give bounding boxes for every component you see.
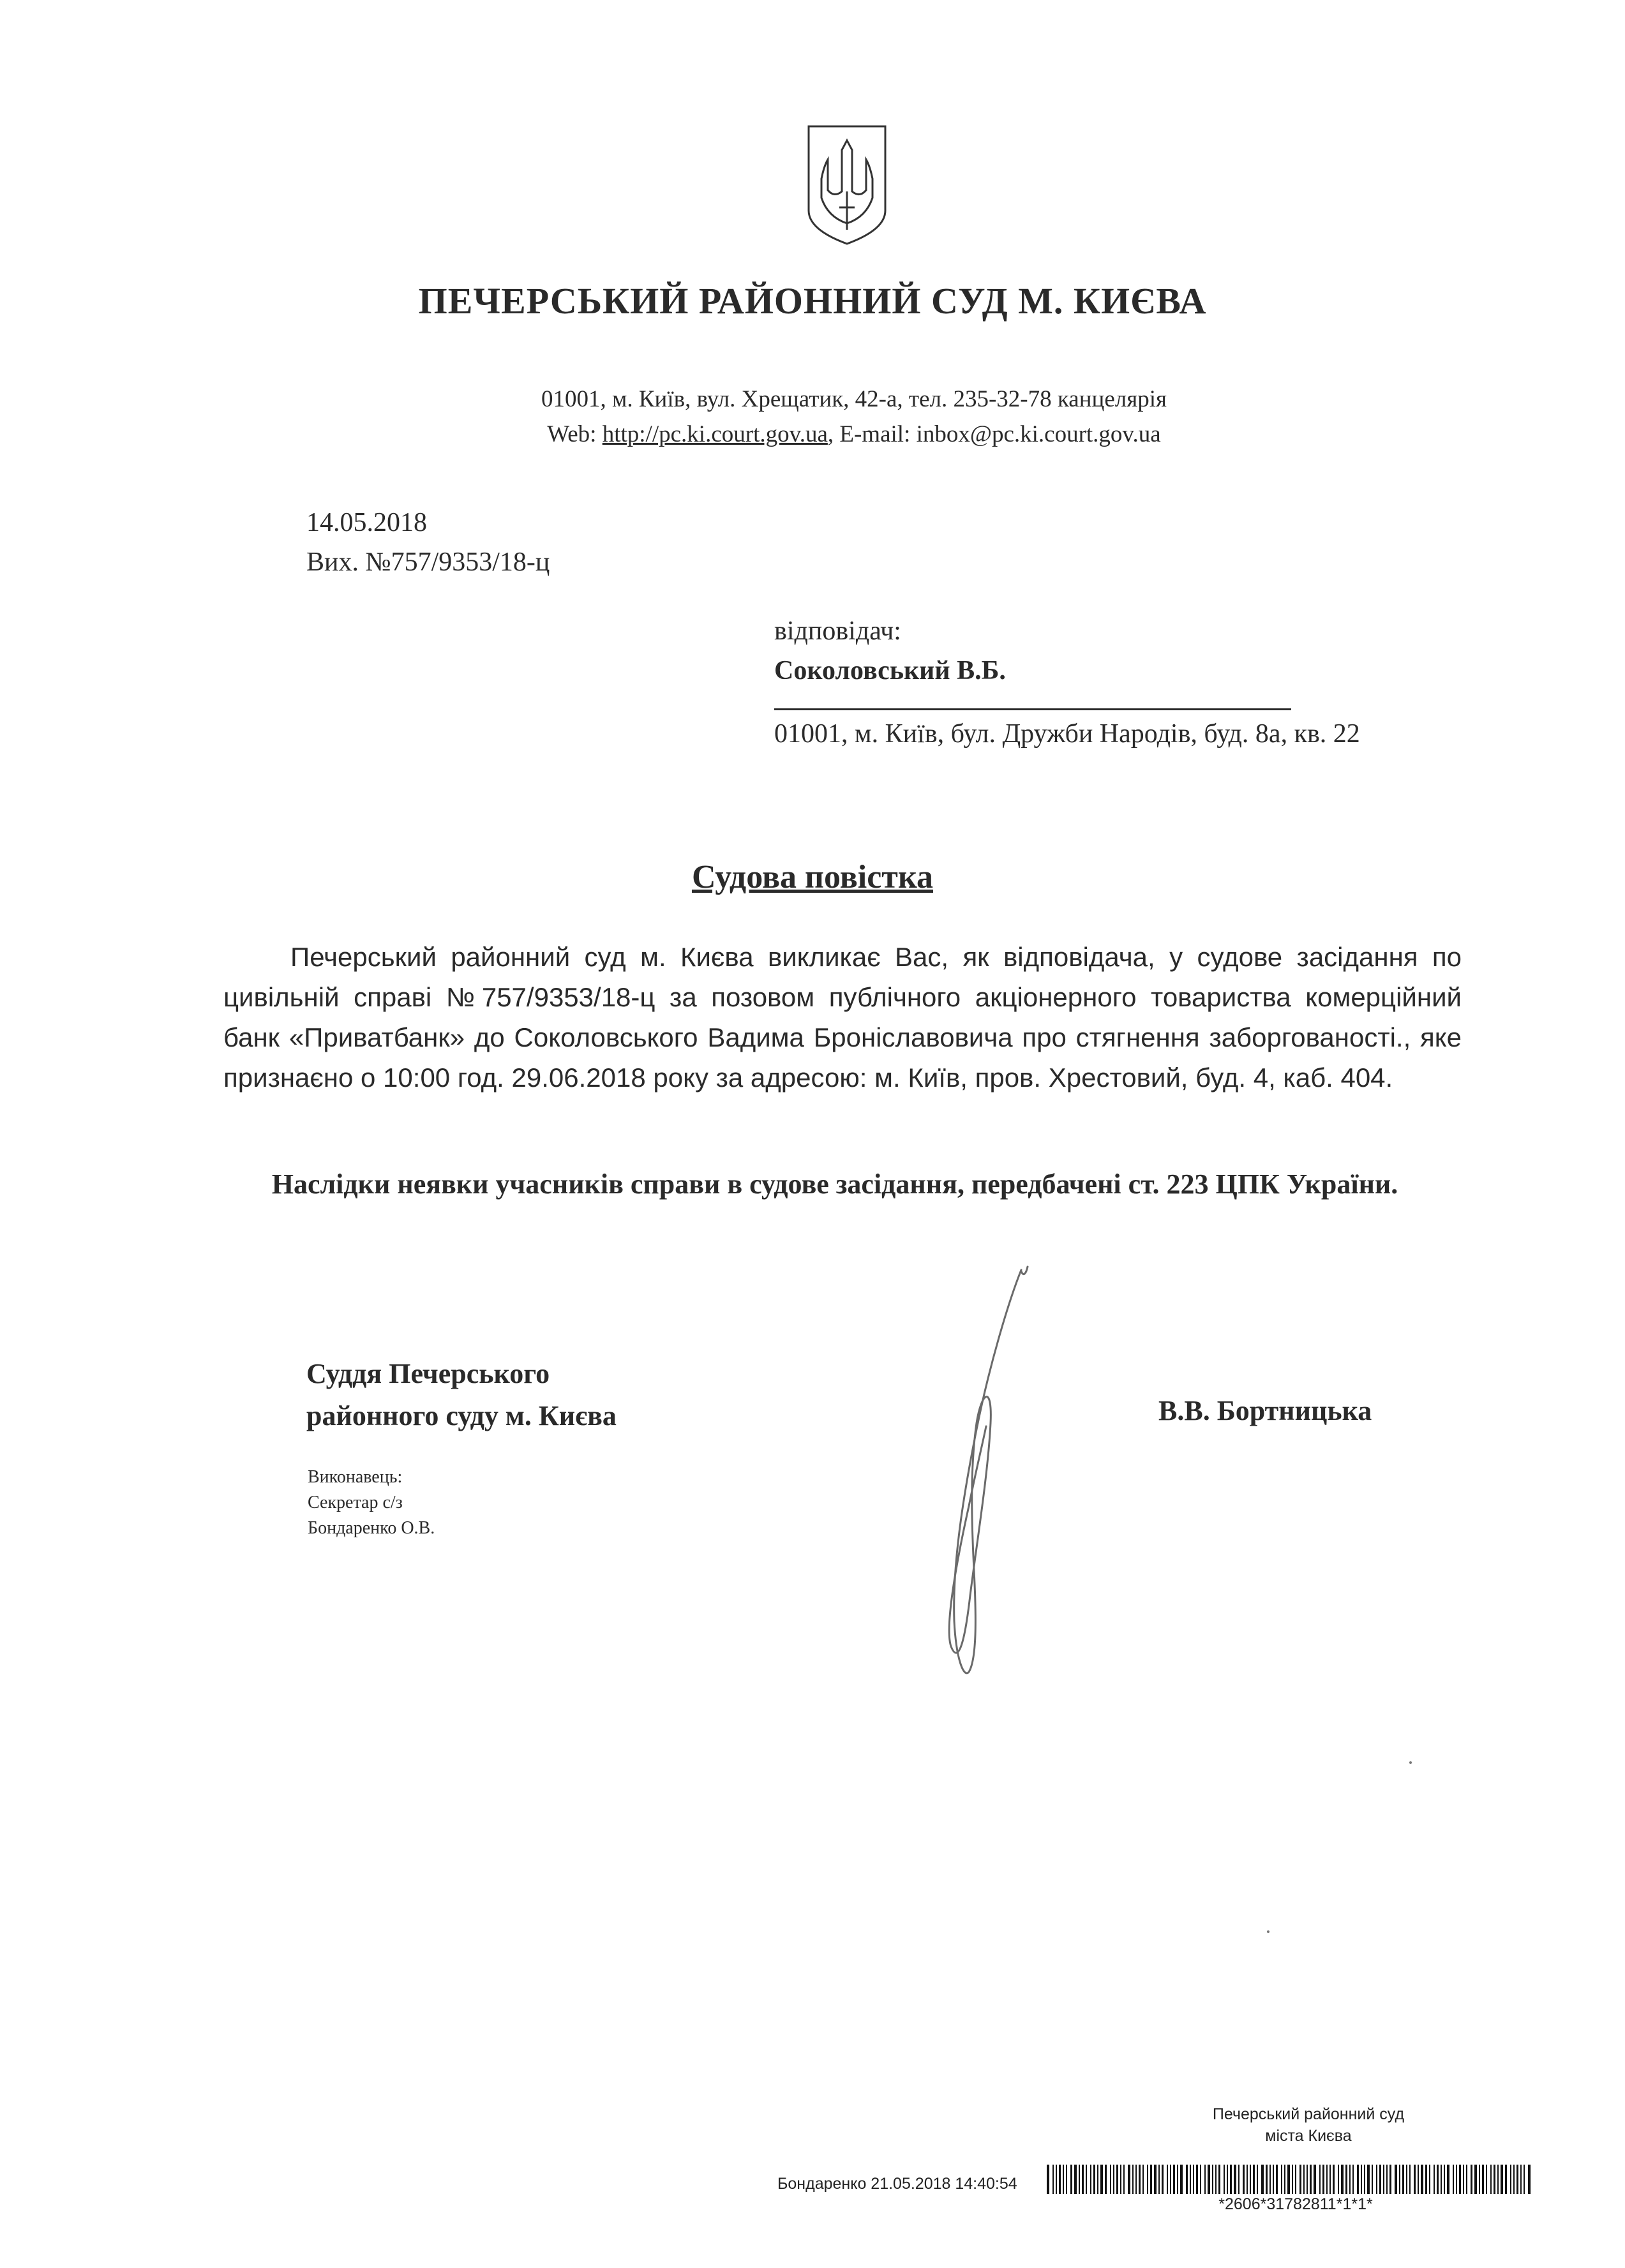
document-title: Судова повістка	[691, 859, 934, 895]
recipient-name: Соколовський В.Б.	[774, 656, 1006, 685]
recipient-block	[774, 611, 1360, 754]
court-website-link[interactable]: http://pc.ki.court.gov.ua	[602, 421, 828, 447]
stamp-court-line2: міста Києва	[1265, 2127, 1352, 2145]
judge-title	[306, 1353, 617, 1437]
judge-title-line2: районного суду м. Києва	[306, 1400, 617, 1431]
outgoing-info	[306, 503, 550, 582]
recipient-role: відповідач:	[774, 616, 901, 646]
executor-block	[308, 1465, 435, 1541]
executor-name: Бондаренко О.В.	[308, 1518, 435, 1538]
outgoing-number: Вих. №757/9353/18-ц	[306, 548, 550, 577]
recipient-divider	[774, 708, 1291, 710]
scan-speck	[1409, 1761, 1412, 1764]
executor-label: Виконавець:	[308, 1467, 403, 1487]
registration-stamp-court	[1149, 2103, 1468, 2147]
web-label: Web:	[547, 421, 603, 447]
barcode-code: *2606*31782811*1*1*	[1218, 2195, 1373, 2213]
outgoing-date: 14.05.2018	[306, 508, 427, 537]
registration-stamp-text: Бондаренко 21.05.2018 14:40:54	[777, 2175, 1017, 2193]
judge-title-line1: Суддя Печерського	[306, 1358, 550, 1389]
court-contacts	[0, 382, 1625, 452]
coat-of-arms-emblem	[802, 121, 892, 249]
summons-body-text: Печерський районний суд м. Києва викликає Вас, як відповідача, у судове засідання по цивільній справі №757/9353/18-ц за позовом публічного акціонерного товариства комерційний банк «Приватбанк» до Соколовського Вадима Броніславовича про стягнення заборгованості., яке признаєно о 10:00 год. 29.06.2018 року за адресою: м. Київ, пров. Хрестовий, буд. 4, каб. 404.	[223, 942, 1462, 1093]
court-name-heading: ПЕЧЕРСЬКИЙ РАЙОННИЙ СУД М. КИЄВА	[418, 280, 1207, 322]
executor-position: Секретар с/з	[308, 1493, 403, 1512]
email-text: , E-mail: inbox@pc.ki.court.gov.ua	[827, 421, 1161, 447]
registration-barcode	[1047, 2165, 1532, 2194]
judge-name: В.В. Бортницька	[1158, 1395, 1372, 1426]
court-address-line: 01001, м. Київ, вул. Хрещатик, 42-а, тел. 235-32-78 канцелярія	[541, 386, 1167, 412]
scan-speck	[1267, 1930, 1269, 1933]
court-web-email-line	[0, 417, 1625, 452]
handwritten-signature	[881, 1264, 1072, 1685]
consequence-notice: Наслідки неявки учасників справи в судове засідання, передбачені ст. 223 ЦПК України.	[271, 1168, 1398, 1200]
recipient-address: 01001, м. Київ, бул. Дружби Народів, буд. 8а, кв. 22	[774, 719, 1360, 749]
stamp-court-line1: Печерський районний суд	[1212, 2105, 1405, 2123]
